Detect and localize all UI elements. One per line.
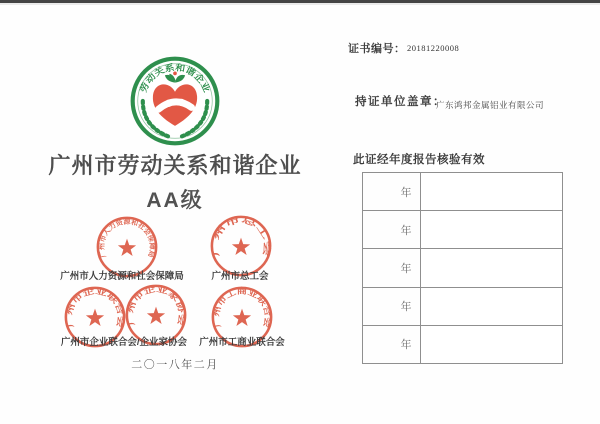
svg-text:劳动关系和谐企业: 劳动关系和谐企业 — [137, 62, 212, 94]
verification-blank-cell — [421, 249, 563, 287]
year-label-cell: 年 — [363, 211, 421, 249]
table-row — [363, 211, 563, 249]
verification-blank-cell — [421, 287, 563, 325]
issue-date: 二〇一八年二月 — [131, 359, 219, 371]
table-row — [363, 287, 563, 325]
certificate-number-label: 证书编号： — [348, 43, 406, 55]
harmonious-labor-relations-emblem-icon — [129, 55, 221, 147]
svg-text:广州市人力资源和社会保障局: 广州市人力资源和社会保障局 — [98, 218, 156, 259]
scan-edge-shadow — [0, 3, 600, 5]
svg-text:广州市企业联合会: 广州市企业联合会 — [63, 285, 127, 329]
year-label-cell: 年 — [363, 325, 421, 363]
svg-text:广州市企业家协会: 广州市企业家协会 — [124, 283, 188, 327]
annual-verification-table — [362, 172, 563, 364]
year-label-cell: 年 — [363, 249, 421, 287]
table-row — [363, 249, 563, 287]
certificate-grade: AA级 — [146, 189, 204, 212]
stamp-label-industry-commerce: 广州市工商业联合会 — [199, 337, 285, 348]
holder-unit-value: 广东鸿邦金属铝业有限公司 — [436, 100, 545, 110]
table-row — [363, 325, 563, 363]
verification-blank-cell — [421, 173, 563, 211]
certificate-title: 广州市劳动关系和谐企业 — [48, 153, 302, 178]
year-label-cell: 年 — [363, 287, 421, 325]
svg-text:广州市总工会: 广州市总工会 — [210, 214, 273, 257]
verification-blank-cell — [421, 325, 563, 363]
table-row — [363, 173, 563, 211]
svg-text:广州市工商业联合会: 广州市工商业联合会 — [210, 285, 274, 329]
certificate-number-value: 20181220008 — [407, 43, 460, 53]
year-label-cell: 年 — [363, 173, 421, 211]
holder-unit-label: 持证单位盖章： — [355, 96, 446, 108]
verification-blank-cell — [421, 211, 563, 249]
stamp-label-enterprise-federation: 广州市企业联合会/企业家协会 — [60, 337, 188, 348]
annual-verification-title: 此证经年度报告核验有效 — [353, 154, 485, 166]
stamp-label-trade-union: 广州市总工会 — [211, 271, 269, 282]
stamp-label-human-resources: 广州市人力资源和社会保障局 — [60, 271, 184, 282]
